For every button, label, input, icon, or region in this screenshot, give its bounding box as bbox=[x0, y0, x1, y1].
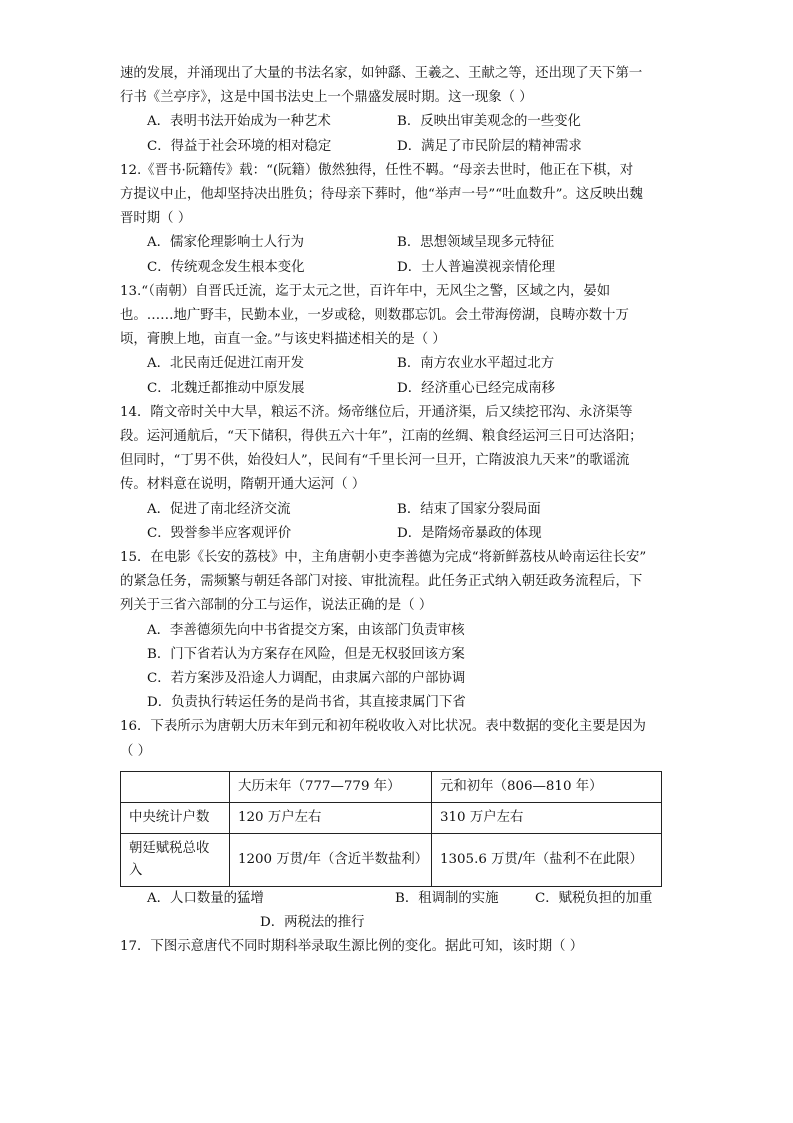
q11-stem-line: 行书《兰亭序》，这是中国书法史上一个鼎盛发展时期。这一现象（ ） bbox=[120, 90, 533, 106]
q14-option-d[interactable]: D．是隋炀帝暴政的体现 bbox=[397, 525, 542, 541]
q14-option-b[interactable]: B．结束了国家分裂局面 bbox=[397, 501, 541, 517]
q17-stem-line: 17．下图示意唐代不同时期科举录取生源比例的变化。据此可知，该时期（ ） bbox=[120, 939, 584, 955]
q14-option-a[interactable]: A．促进了南北经济交流 bbox=[147, 501, 291, 517]
table-row bbox=[121, 802, 662, 833]
q12-stem-line: 方提议中止，他却坚持决出胜负；待母亲下葬时，他“举声一号”“吐血数升”。这反映出魏 bbox=[120, 187, 643, 203]
table-cell: 1305.6 万贯/年（盐利不在此限） bbox=[432, 833, 662, 886]
q16-option-d[interactable]: D．两税法的推行 bbox=[260, 915, 365, 931]
q14-stem-line: 14．隋文帝时关中大旱，粮运不济。炀帝继位后，开通济渠，后又续挖邗沟、永济渠等 bbox=[120, 404, 633, 420]
q16-option-b[interactable]: B．租调制的实施 bbox=[395, 890, 499, 906]
q11-option-c[interactable]: C．得益于社会环境的相对稳定 bbox=[147, 138, 332, 154]
table-header-cell: 大历末年（777—779 年） bbox=[230, 771, 432, 802]
q11-option-a[interactable]: A．表明书法开始成为一种艺术 bbox=[147, 114, 331, 130]
q13-option-c[interactable]: C．北魏迁都推动中原发展 bbox=[147, 380, 305, 396]
q11-option-d[interactable]: D．满足了市民阶层的精神需求 bbox=[397, 138, 582, 154]
q16-options bbox=[120, 887, 665, 935]
q12-option-b[interactable]: B．思想领域呈现多元特征 bbox=[397, 235, 555, 251]
table-cell: 120 万户左右 bbox=[230, 802, 432, 833]
q13-option-b[interactable]: B．南方农业水平超过北方 bbox=[397, 356, 555, 372]
q15-option-c[interactable]: C．若方案涉及沿途人力调配，由隶属六部的户部协调 bbox=[147, 671, 466, 687]
q15-stem-line: 15．在电影《长安的荔枝》中，主角唐朝小吏李善德为完成“将新鲜荔枝从岭南运往长安” bbox=[120, 550, 647, 566]
q11-option-b[interactable]: B．反映出审美观念的一些变化 bbox=[397, 114, 581, 130]
q14-stem-line: 段。运河通航后，“天下储积，得供五六十年”，江南的丝绸、粮食经运河三日可达洛阳； bbox=[120, 429, 643, 445]
q12-option-d[interactable]: D．士人普遍漠视亲情伦理 bbox=[397, 259, 556, 275]
q11-stem-line: 速的发展，并涌现出了大量的书法名家，如钟繇、王羲之、王献之等，还出现了天下第一 bbox=[120, 66, 643, 81]
q13-options bbox=[120, 352, 665, 400]
table-cell: 1200 万贯/年（含近半数盐利） bbox=[230, 833, 432, 886]
q12-option-c[interactable]: C．传统观念发生根本变化 bbox=[147, 259, 305, 275]
q13-stem-line: 顷，膏腴上地，亩直一金。”与该史料描述相关的是（ ） bbox=[120, 332, 446, 348]
table-cell: 310 万户左右 bbox=[432, 802, 662, 833]
q13-option-a[interactable]: A．北民南迁促进江南开发 bbox=[147, 356, 304, 372]
q14-stem-line: 传。材料意在说明，隋朝开通大运河（ ） bbox=[120, 477, 366, 493]
q12-options bbox=[120, 231, 665, 279]
q11-options bbox=[120, 110, 665, 158]
q12-stem-line: 晋时期（ ） bbox=[120, 211, 192, 227]
table-header-cell bbox=[121, 771, 230, 802]
q12-option-a[interactable]: A．儒家伦理影响士人行为 bbox=[147, 235, 304, 251]
q14-options bbox=[120, 498, 665, 546]
q16-stem-line: （ ） bbox=[120, 743, 152, 759]
table-cell: 朝廷赋税总收入 bbox=[121, 833, 230, 886]
q13-stem-line: 也。……地广野丰，民勤本业，一岁或稔，则数郡忘饥。会土带海傍湖，良畴亦数十万 bbox=[120, 308, 629, 324]
q15-options bbox=[120, 619, 665, 716]
q16-stem-line: 16．下表所示为唐朝大历末年到元和初年税收收入对比状况。表中数据的变化主要是因为 bbox=[120, 719, 646, 735]
q12-stem-line: 12.《晋书·阮籍传》载：“(阮籍）傲然独得，任性不羁。“母亲去世时，他正在下棋，对 bbox=[120, 162, 634, 178]
q15-stem-line: 列关于三省六部制的分工与运作，说法正确的是（ ） bbox=[120, 598, 433, 614]
q14-stem-line: 但同时，“丁男不供，始役妇人”，民间有“千里长河一旦开，亡隋波浪九天来”的歌谣流 bbox=[120, 453, 630, 469]
q14-option-c[interactable]: C．毁誉参半应客观评价 bbox=[147, 525, 292, 541]
table-row bbox=[121, 833, 662, 886]
exam-page bbox=[120, 62, 665, 960]
q15-stem-line: 的紧急任务，需频繁与朝廷各部门对接、审批流程。此任务正式纳入朝廷政务流程后，下 bbox=[120, 574, 643, 590]
q16-option-c[interactable]: C．赋税负担的加重 bbox=[535, 890, 653, 906]
table-header-row bbox=[121, 771, 662, 802]
q16-option-a[interactable]: A．人口数量的猛增 bbox=[147, 890, 264, 906]
q13-stem-line: 13.“（南朝）自晋氏迁流，迄于太元之世，百许年中，无风尘之警，区域之内，晏如 bbox=[120, 283, 611, 299]
q13-option-d[interactable]: D．经济重心已经完成南移 bbox=[397, 380, 556, 396]
tax-comparison-table bbox=[120, 771, 662, 887]
q15-option-b[interactable]: B．门下省若认为方案存在风险，但是无权驳回该方案 bbox=[147, 646, 465, 662]
q15-option-a[interactable]: A．李善德须先向中书省提交方案，由该部门负责审核 bbox=[147, 622, 465, 638]
table-cell: 中央统计户数 bbox=[121, 802, 230, 833]
table-header-cell: 元和初年（806—810 年） bbox=[432, 771, 662, 802]
q15-option-d[interactable]: D．负责执行转运任务的是尚书省，其直接隶属门下省 bbox=[147, 695, 466, 711]
